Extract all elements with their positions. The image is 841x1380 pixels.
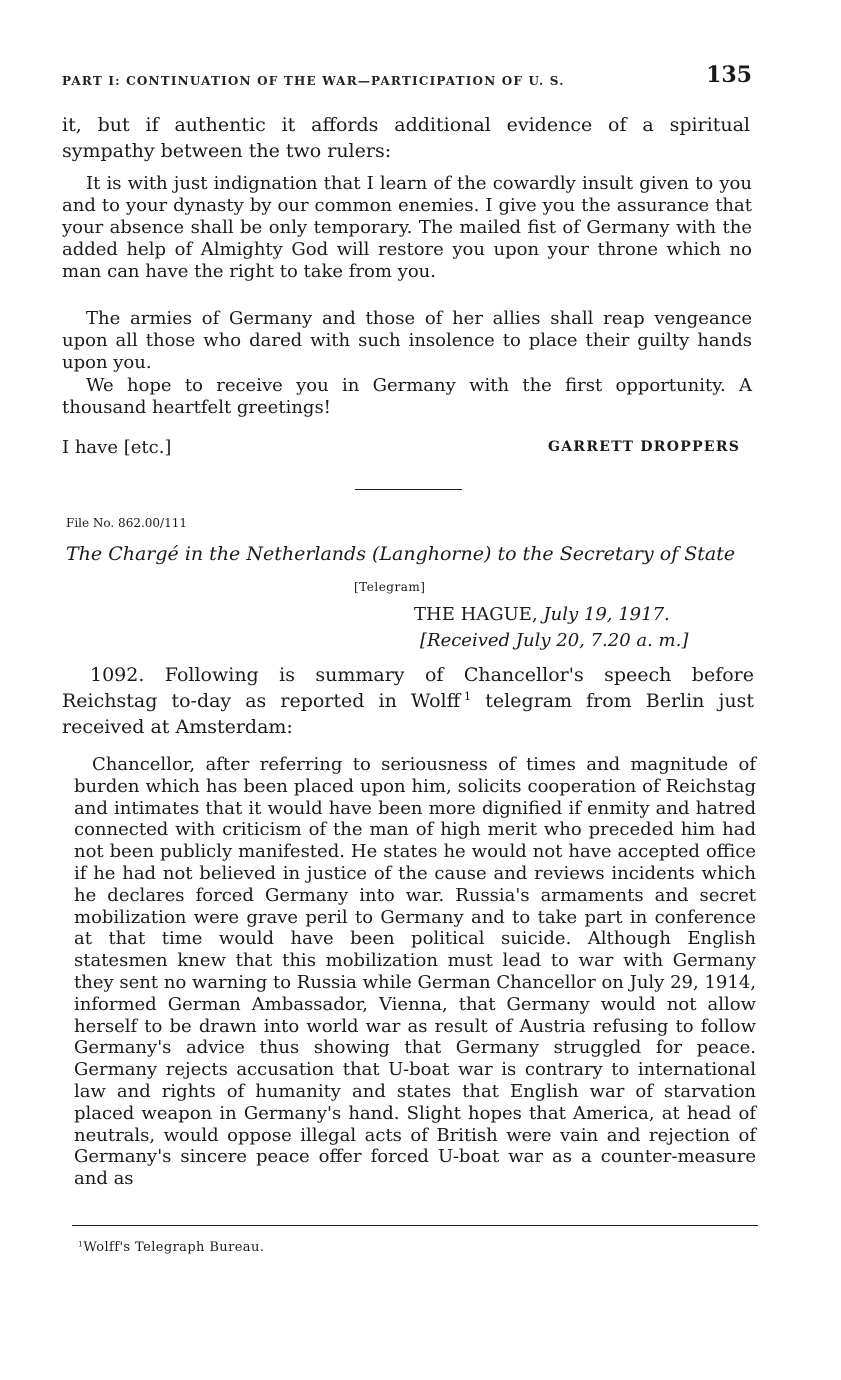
dateline-date: July 19, 1917.: [543, 604, 670, 625]
footnote: [78, 1240, 264, 1255]
footnote-marker: 1: [78, 1239, 84, 1249]
file-number: File No. 862.00/111: [66, 516, 187, 530]
dateline: [414, 604, 670, 625]
speech-summary: Chancellor, after referring to seriousness of times and magnitude of burden which has been placed upon him, solicits cooperation of Reichstag and intimates that it would have been more dignified if enmity and hatred connected with criticism of the man of high merit who preceded him had not been publicly manifested. He states he would not have accepted office if he had not believed in justice of the cause and reviews incidents which he declares forced Germany into war. Russia's armaments and secret mobilization were grave peril to Germany and to take part in conference at that time would have been political suicide. Although English statesmen knew that this mobilization must lead to war with Germany they sent no warning to Russia while German Chancellor on July 29, 1914, informed German Ambassador, Vienna, that Germany would not allow herself to be drawn into world war as result of Austria refusing to follow Germany's advice thus showing that Germany struggled for peace. Germany rejects accusation that U-boat war is contrary to international law and rights of humanity and states that English war of starvation placed weapon in Germany's hand. Slight hopes that America, at head of neutrals, would oppose illegal acts of British were vain and rejection of Germany's sincere peace offer forced U-boat war as a counter-measure and as: [74, 754, 756, 1190]
dateline-place: THE HAGUE,: [414, 604, 538, 625]
footnote-text: Wolff's Telegraph Bureau.: [83, 1240, 265, 1255]
running-head: [62, 62, 752, 92]
received-line: [Received July 20, 7.20 a. m.]: [420, 630, 689, 651]
opening-text-continued: telegram from Berlin just received at Amsterdam:: [62, 690, 754, 738]
quote-paragraph-1: It is with just indignation that I learn of the cowardly insult given to you and to your dynasty by our common enemies. I give you the assurance that your absence shall be only temporary. The mailed fist of Germany with the added help of Almighty God will restore you upon your throne which no man can have the right to take from you.: [62, 173, 752, 282]
signer-name: GARRETT DROPPERS: [548, 439, 741, 455]
document-heading: The Chargé in the Netherlands (Langhorne) to the Secretary of State: [66, 543, 736, 565]
section-divider: [355, 489, 462, 490]
quote-paragraph-3: We hope to receive you in Germany with the first opportunity. A thousand heartfelt greetings!: [62, 375, 752, 418]
footnote-rule: [72, 1225, 758, 1226]
intro-paragraph: it, but if authentic it affords additional evidence of a spiritual sympathy between the two rulers:: [62, 114, 750, 162]
document-type: [Telegram]: [354, 580, 426, 594]
running-head-title: PART I: CONTINUATION OF THE WAR—PARTICIPATION OF U. S.: [62, 74, 565, 88]
closing-line: I have [etc.]: [62, 437, 172, 458]
telegram-opening-paragraph: [62, 662, 754, 740]
quote-paragraph-2: The armies of Germany and those of her allies shall reap vengeance upon all those who dared with such insolence to place their guilty hands upon you.: [62, 308, 752, 373]
opening-text: 1092. Following is summary of Chancellor's speech before Reichstag to-day as reported in Wolff: [62, 664, 754, 712]
page-number: 135: [706, 62, 752, 88]
footnote-reference: 1: [463, 689, 472, 704]
